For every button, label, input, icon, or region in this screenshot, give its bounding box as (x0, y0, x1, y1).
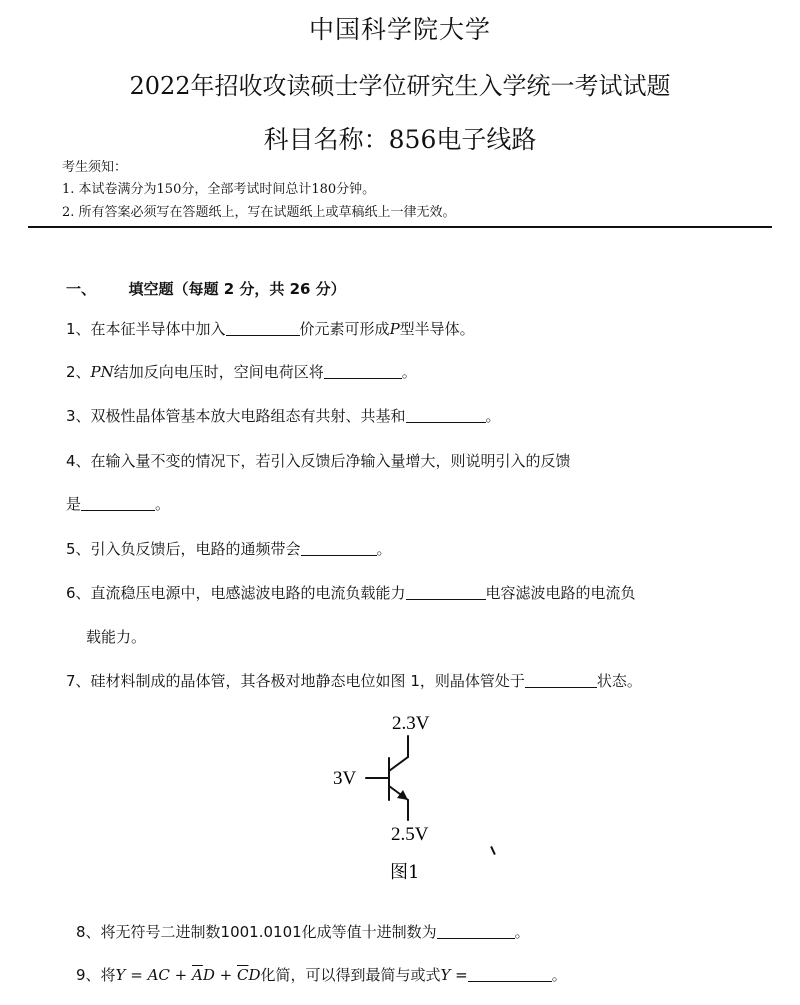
exam-title: 2022年招收攻读硕士学位研究生入学统一考试试题 (129, 72, 671, 100)
q3-text-end: 。 (485, 407, 501, 425)
q9-text: 化简，可以得到最简与或式 (260, 966, 441, 984)
formula-a-bar: $\overline{A}$ (191, 966, 203, 984)
q9-answer-blank[interactable] (468, 967, 552, 982)
q6-text-a: 6、直流稳压电源中，电感滤波电路的电流负载能力 (66, 584, 406, 602)
q9-equals: = (450, 966, 468, 984)
q8-text-end: 。 (514, 923, 530, 941)
q9-variable: Y (440, 966, 451, 984)
question-6-line-2: 载能力。 (86, 628, 147, 646)
q9-number: 9、将 (76, 966, 116, 984)
formula-c-bar: $\overline{C}$ (236, 966, 249, 984)
q6-text-b: 电容滤波电路的电流负 (485, 584, 636, 602)
subject-title: 科目名称：856电子线路 (263, 125, 537, 154)
formula-d-2: D (248, 966, 261, 984)
collector-voltage-label: 2.3V (392, 713, 430, 734)
notice-item-1: 1. 本试卷满分为150分，全部考试时间总计180分钟。 (62, 182, 376, 197)
notice-item-2: 2. 所有答案必须写在答题纸上，写在试题纸上或草稿纸上一律无效。 (62, 205, 456, 220)
q1-text-end: 型半导体。 (399, 320, 475, 338)
collector-branch (389, 757, 408, 771)
q8-text: 8、将无符号二进制数1001.0101化成等值十进制数为 (76, 923, 437, 941)
q1-text-before: 1、在本征半导体中加入 (66, 320, 226, 338)
q7-text: 7、硅材料制成的晶体管，其各极对地静态电位如图 1，则晶体管处于 (66, 672, 525, 690)
section-number: 一、 (66, 280, 97, 298)
question-9 (76, 964, 567, 985)
figure-caption: 图1 (390, 862, 420, 883)
question-4-line-1: 4、在输入量不变的情况下，若引入反馈后净输入量增大，则说明引入的反馈 (66, 452, 571, 470)
q4-text: 是 (66, 495, 82, 513)
emitter-arrow (397, 790, 408, 800)
base-voltage-label: 3V (333, 768, 357, 789)
formula-d-1: D (202, 966, 215, 984)
formula-plus-1: + (169, 966, 192, 984)
q2-number: 2、 (66, 363, 91, 381)
formula-eq: = (125, 966, 148, 984)
q2-variable: PN (90, 363, 114, 381)
q3-text: 3、双极性晶体管基本放大电路组态有共射、共基和 (66, 407, 406, 425)
q4-text-end: 。 (155, 495, 171, 513)
notice-heading: 考生须知： (62, 160, 128, 175)
formula-y: Y (115, 966, 126, 984)
q2-text-end: 。 (401, 363, 417, 381)
formula-ac: AC (147, 966, 170, 984)
formula-plus-2: + (214, 966, 237, 984)
q8-answer-blank[interactable] (437, 924, 515, 939)
q1-variable: P (389, 320, 400, 338)
q5-text: 5、引入负反馈后，电路的通频带会 (66, 540, 301, 558)
q9-text-end: 。 (551, 966, 567, 984)
q7-text-end: 状态。 (596, 672, 642, 690)
question-8 (76, 921, 530, 942)
university-title: 中国科学院大学 (308, 15, 491, 44)
q9-formula (116, 966, 261, 984)
q1-text-after: 价元素可形成 (299, 320, 390, 338)
section-title: 填空题（每题 2 分，共 26 分） (128, 280, 346, 298)
q2-text: 结加反向电压时，空间电荷区将 (113, 363, 324, 381)
emitter-voltage-label: 2.5V (391, 824, 429, 845)
q5-text-end: 。 (376, 540, 392, 558)
